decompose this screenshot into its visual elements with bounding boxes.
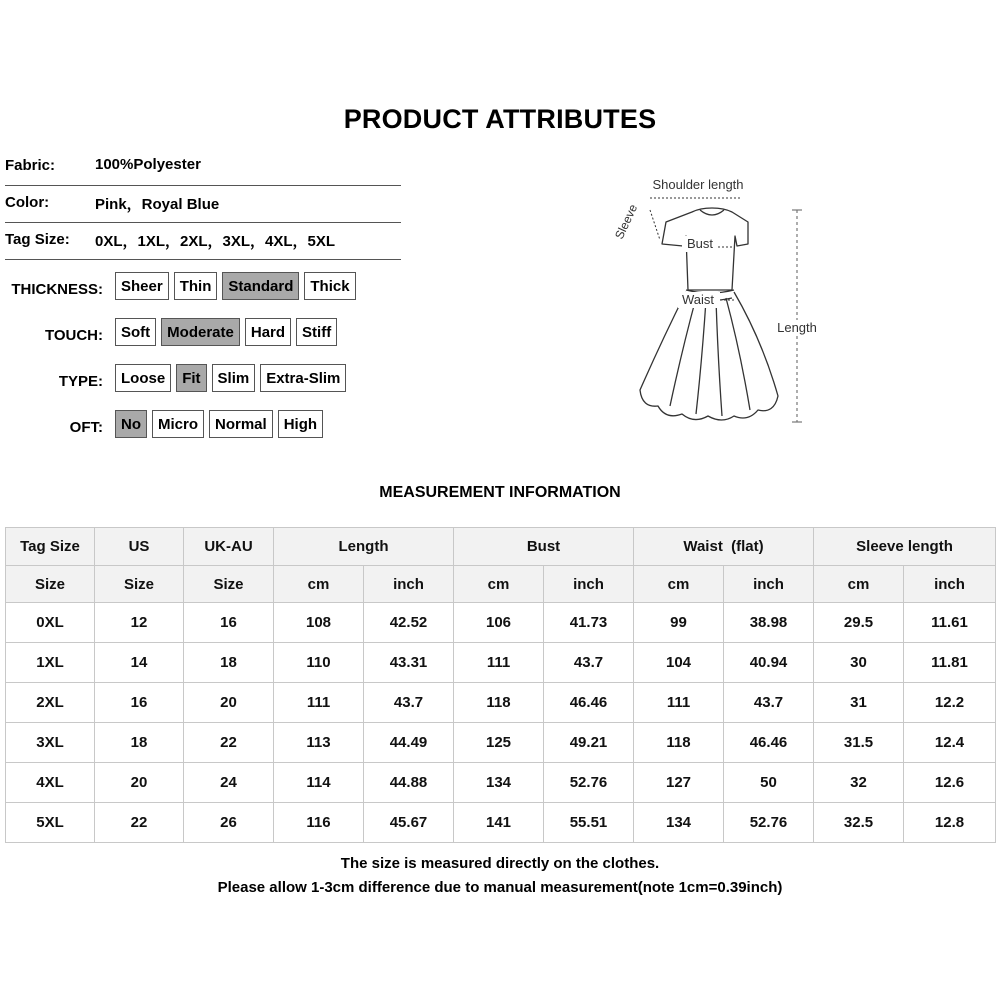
table-cell: 3XL	[6, 723, 95, 763]
attr-label: Fabric:	[5, 157, 56, 174]
table-cell: 104	[634, 643, 724, 683]
table-cell: 5XL	[6, 803, 95, 843]
table-cell: 106	[454, 603, 544, 643]
table-cell: 111	[634, 683, 724, 723]
table-cell: 108	[274, 603, 364, 643]
measurement-title: MEASUREMENT INFORMATION	[379, 484, 621, 501]
option-slim[interactable]: Slim	[212, 364, 256, 392]
table-cell: 134	[634, 803, 724, 843]
table-row	[6, 803, 996, 843]
subheader-cell: cm	[814, 566, 904, 603]
table-cell: 31	[814, 683, 904, 723]
table-cell: 12.2	[904, 683, 996, 723]
attr-color	[5, 185, 401, 223]
table-cell: 12.8	[904, 803, 996, 843]
table-cell: 127	[634, 763, 724, 803]
subheader-cell: cm	[274, 566, 364, 603]
table-row	[6, 643, 996, 683]
option-group	[115, 410, 323, 438]
note-difference: Please allow 1-3cm difference due to manual measurement(note 1cm=0.39inch)	[217, 879, 783, 896]
option-thin[interactable]: Thin	[174, 272, 218, 300]
option-high[interactable]: High	[278, 410, 323, 438]
table-cell: 141	[454, 803, 544, 843]
table-cell: 111	[274, 683, 364, 723]
table-row	[6, 683, 996, 723]
table-cell: 20	[95, 763, 184, 803]
subheader-cell: cm	[454, 566, 544, 603]
length-label: Length	[777, 320, 817, 335]
table-cell: 22	[184, 723, 274, 763]
table-cell: 46.46	[724, 723, 814, 763]
table-cell: 11.61	[904, 603, 996, 643]
subheader-cell: inch	[724, 566, 814, 603]
attr-fabric	[5, 148, 401, 186]
subheader-cell: Size	[184, 566, 274, 603]
option-soft[interactable]: Soft	[115, 318, 156, 346]
header-cell: Length	[274, 528, 454, 566]
table-cell: 1XL	[6, 643, 95, 683]
table-cell: 38.98	[724, 603, 814, 643]
table-subheader-row	[6, 566, 996, 603]
option-standard[interactable]: Standard	[222, 272, 299, 300]
table-cell: 45.67	[364, 803, 454, 843]
subheader-cell: Size	[6, 566, 95, 603]
attr-value: Pink，Royal Blue	[95, 196, 220, 213]
header-cell: Bust	[454, 528, 634, 566]
table-cell: 44.88	[364, 763, 454, 803]
option-label: TOUCH:	[44, 327, 103, 344]
table-cell: 41.73	[544, 603, 634, 643]
option-stiff[interactable]: Stiff	[296, 318, 337, 346]
option-fit[interactable]: Fit	[176, 364, 206, 392]
table-cell: 116	[274, 803, 364, 843]
option-extra-slim[interactable]: Extra-Slim	[260, 364, 346, 392]
option-sheer[interactable]: Sheer	[115, 272, 169, 300]
option-row-thickness	[0, 272, 420, 302]
option-normal[interactable]: Normal	[209, 410, 273, 438]
bust-label: Bust	[686, 236, 714, 251]
table-cell: 43.7	[364, 683, 454, 723]
table-cell: 18	[184, 643, 274, 683]
table-cell: 18	[95, 723, 184, 763]
table-header-row	[6, 528, 996, 566]
table-cell: 0XL	[6, 603, 95, 643]
table-cell: 26	[184, 803, 274, 843]
subheader-cell: inch	[544, 566, 634, 603]
size-table	[5, 527, 996, 843]
table-cell: 30	[814, 643, 904, 683]
note-measure: The size is measured directly on the clothes.	[340, 855, 660, 872]
table-cell: 12.4	[904, 723, 996, 763]
table-cell: 118	[454, 683, 544, 723]
sleeve-label: Sleeve	[612, 202, 641, 242]
table-cell: 22	[95, 803, 184, 843]
table-cell: 40.94	[724, 643, 814, 683]
header-cell: US	[95, 528, 184, 566]
attr-label: Color:	[5, 194, 50, 211]
option-label: THICKNESS:	[11, 281, 103, 298]
table-cell: 44.49	[364, 723, 454, 763]
table-row	[6, 603, 996, 643]
option-hard[interactable]: Hard	[245, 318, 291, 346]
table-cell: 113	[274, 723, 364, 763]
table-cell: 43.7	[724, 683, 814, 723]
table-cell: 125	[454, 723, 544, 763]
header-cell: Tag Size	[6, 528, 95, 566]
table-cell: 43.31	[364, 643, 454, 683]
table-cell: 52.76	[724, 803, 814, 843]
table-cell: 52.76	[544, 763, 634, 803]
shoulder-length-label: Shoulder length	[652, 177, 744, 192]
subheader-cell: inch	[904, 566, 996, 603]
table-cell: 16	[184, 603, 274, 643]
table-cell: 50	[724, 763, 814, 803]
attr-tag-size	[5, 222, 401, 260]
header-cell: Waist (flat)	[634, 528, 814, 566]
option-group	[115, 364, 346, 392]
option-row-type	[0, 364, 420, 394]
table-cell: 55.51	[544, 803, 634, 843]
option-moderate[interactable]: Moderate	[161, 318, 240, 346]
table-cell: 14	[95, 643, 184, 683]
table-cell: 43.7	[544, 643, 634, 683]
option-thick[interactable]: Thick	[304, 272, 355, 300]
option-group	[115, 318, 337, 346]
table-cell: 46.46	[544, 683, 634, 723]
option-no[interactable]: No	[115, 410, 147, 438]
page-title: PRODUCT ATTRIBUTES	[343, 104, 657, 134]
option-row-oft	[0, 410, 420, 440]
table-cell: 134	[454, 763, 544, 803]
table-cell: 99	[634, 603, 724, 643]
header-cell: Sleeve length	[814, 528, 996, 566]
table-cell: 24	[184, 763, 274, 803]
subheader-cell: inch	[364, 566, 454, 603]
table-cell: 31.5	[814, 723, 904, 763]
table-row	[6, 723, 996, 763]
table-cell: 16	[95, 683, 184, 723]
table-cell: 11.81	[904, 643, 996, 683]
table-cell: 42.52	[364, 603, 454, 643]
option-label: TYPE:	[58, 373, 103, 390]
table-cell: 29.5	[814, 603, 904, 643]
attr-value: 0XL，1XL，2XL，3XL，4XL，5XL	[95, 233, 336, 250]
table-cell: 118	[634, 723, 724, 763]
table-cell: 114	[274, 763, 364, 803]
table-cell: 32.5	[814, 803, 904, 843]
table-cell: 12.6	[904, 763, 996, 803]
attr-label: Tag Size:	[5, 231, 70, 248]
option-loose[interactable]: Loose	[115, 364, 171, 392]
attr-value: 100%Polyester	[95, 156, 201, 173]
option-micro[interactable]: Micro	[152, 410, 204, 438]
table-cell: 12	[95, 603, 184, 643]
table-cell: 20	[184, 683, 274, 723]
option-label: OFT:	[69, 419, 103, 436]
header-cell: UK-AU	[184, 528, 274, 566]
table-row	[6, 763, 996, 803]
option-row-touch	[0, 318, 420, 348]
table-cell: 49.21	[544, 723, 634, 763]
option-group	[115, 272, 356, 300]
table-cell: 110	[274, 643, 364, 683]
subheader-cell: cm	[634, 566, 724, 603]
table-cell: 2XL	[6, 683, 95, 723]
subheader-cell: Size	[95, 566, 184, 603]
table-cell: 4XL	[6, 763, 95, 803]
table-cell: 32	[814, 763, 904, 803]
waist-label: Waist	[681, 292, 715, 307]
table-cell: 111	[454, 643, 544, 683]
dress-diagram	[600, 170, 840, 440]
